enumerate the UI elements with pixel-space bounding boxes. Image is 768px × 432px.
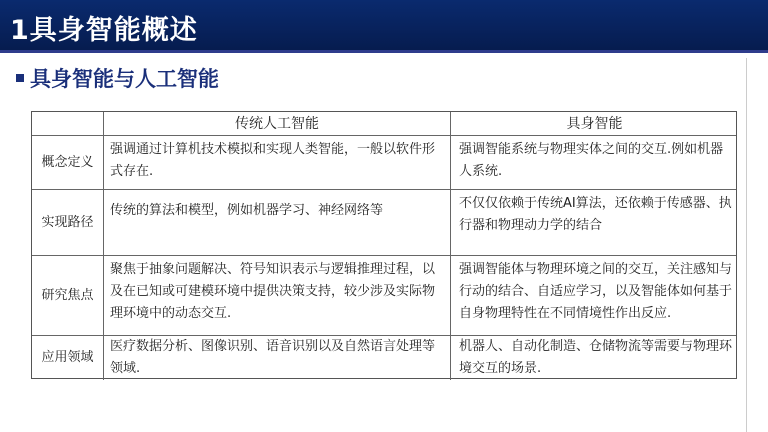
embodied-cell: 不仅仅依赖于传统AI算法，还依赖于传感器、执行器和物理动力学的结合 (459, 196, 732, 233)
row-label: 概念定义 (32, 136, 104, 189)
header-cell-empty (32, 112, 104, 135)
section-title: 具身智能与人工智能 (30, 67, 219, 91)
table-row (32, 190, 736, 256)
embodied-cell: 强调智能系统与物理实体之间的交互.例如机器人系统. (459, 142, 724, 179)
traditional-cell: 聚焦于抽象问题解决、符号知识表示与逻辑推理过程，以及在已知或可建模环境中提供决策支持，较少涉及实际物理环境中的动态交互. (104, 256, 451, 335)
slide-edge-line (746, 58, 747, 432)
row-label: 研究焦点 (32, 256, 104, 335)
bullet-square-icon (16, 74, 24, 82)
embodied-cell: 强调智能体与物理环境之间的交互，关注感知与行动的结合、自适应学习，以及智能体如何基于自身物理特性在不同情境性作出反应. (459, 262, 733, 321)
header-cell-embodied: 具身智能 (566, 115, 623, 132)
embodied-cell: 机器人、自动化制造、仓储物流等需要与物理环境交互的场景. (459, 339, 733, 376)
header-cell-traditional: 传统人工智能 (104, 112, 451, 135)
traditional-cell: 传统的算法和模型，例如机器学习、神经网络等 (104, 190, 451, 255)
row-label: 实现路径 (32, 190, 104, 255)
page-title: 1具身智能概述 (10, 15, 198, 46)
traditional-cell: 强调通过计算机技术模拟和实现人类智能，一般以软件形式存在. (104, 136, 451, 189)
table-row (32, 136, 736, 190)
row-label: 应用领域 (32, 336, 104, 380)
table-row (32, 336, 736, 380)
table-header-row (32, 112, 736, 136)
traditional-cell: 医疗数据分析、图像识别、语音识别以及自然语言处理等领域. (104, 336, 451, 380)
comparison-table (31, 111, 737, 379)
title-bar (0, 0, 768, 53)
section-heading (16, 63, 219, 93)
table-row (32, 256, 736, 336)
